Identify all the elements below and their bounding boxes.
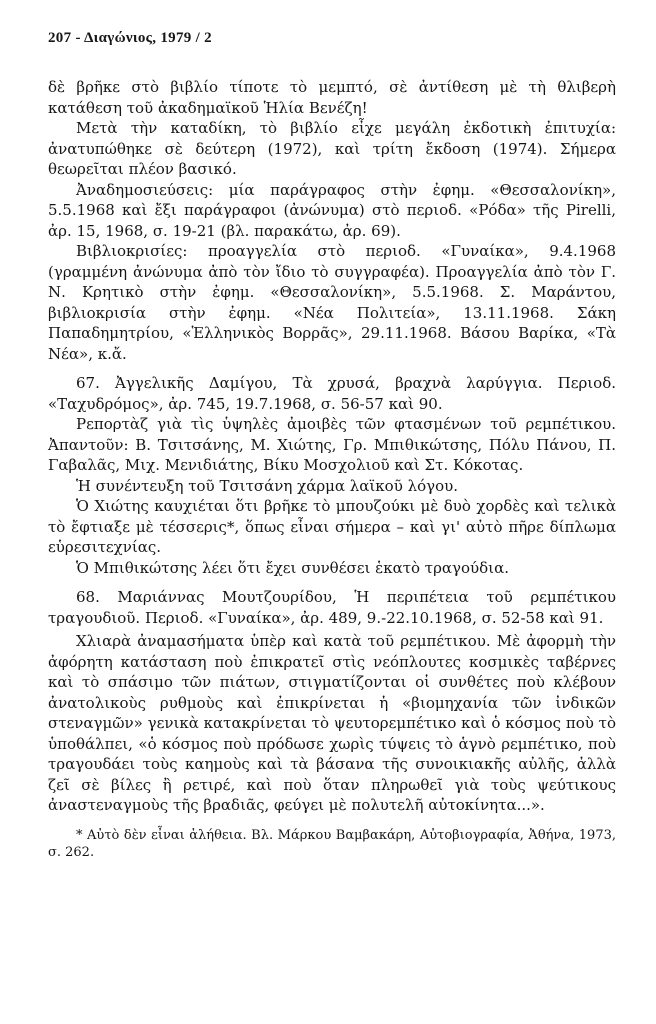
entry-67-tsitsanis-note: Ἡ συνέντευξη τοῦ Τσιτσάνη χάρμα λαϊκοῦ λόγου. bbox=[76, 476, 459, 495]
entry-67-chiotis-note: Ὁ Χιώτης καυχιέται ὅτι βρῆκε τὸ μπουζούκι μὲ δυὸ χορδὲς καὶ τελικὰ τὸ ἔφτιαξε μὲ τέσσερις*, ὅπως εἶναι σήμερα – καὶ γι' αὐτὸ πῆρε δίπλωμα εὑρεσιτεχνίας. bbox=[48, 497, 616, 556]
entry-68-summary: Χλιαρὰ ἀναμασήματα ὑπὲρ καὶ κατὰ τοῦ ρεμπέτικου. Μὲ ἀφορμὴ τὴν ἀφόρητη κατάσταση ποὺ ἐπικρατεῖ στὶς νεόπλουτες κοσμικὲς ταβέρνες καὶ τὸ σπάσιμο τῶν πιάτων, στιγματίζονται οἱ συνθέτες ποὺ κλέβουν ἀνατολικοὺς ρυθμοὺς καὶ ἐπικρίνεται ἡ «βιομηχανία τῶν ἰνδικῶν στεναγμῶν» γενικὰ κατακρίνεται τὸ ψευτορεμπέτικο καὶ ὁ κόσμος ποὺ τὸ ὑποθάλπει, «ὁ κόσμος ποὺ πρόδωσε χωρὶς τύψεις τὸ ἁγνὸ ρεμπέτικο, ποὺ τραγουδάει τοὺς καημοὺς καὶ τὰ βάσανα τῆς συνοικιακῆς αὐλῆς, ἀλλὰ ζεῖ σὲ βίλες ἢ ρετιρέ, καὶ ποὺ ὅταν πληρωθεῖ γιὰ τοὺς ψεύτικους ἀναστεναγμοὺς τῆς βραδιᾶς, φεύγει μὲ πολυτελῆ αὐτοκίνητα...». bbox=[48, 632, 616, 814]
entry-67-summary: Ρεπορτὰζ γιὰ τὶς ὑψηλὲς ἀμοιβὲς τῶν φτασμένων τοῦ ρεμπέτικου. Ἀπαντοῦν: Β. Τσιτσάνης, Μ. Χιώτης, Γρ. Μπιθικώτσης, Πόλυ Πάνου, Π. Γαβαλᾶς, Μιχ. Μενιδιάτης, Βίκυ Μοσχολιοῦ καὶ Στ. Κόκοτας. bbox=[48, 415, 616, 474]
page-header: 207 - Διαγώνιος, 1979 / 2 bbox=[48, 30, 212, 46]
footnote: * Αὐτὸ δὲν εἶναι ἀλήθεια. Βλ. Μάρκου Βαμβακάρη, Αὐτοβιογραφία, Ἀθήνα, 1973, σ. 262. bbox=[48, 827, 616, 860]
paragraph-republications: Ἀναδημοσιεύσεις: μία παράγραφος στὴν ἐφημ. «Θεσσαλονίκη», 5.5.1968 καὶ ἔξι παράγραφοι (ἀνώνυμα) στὸ περιοδ. «Ρόδα» τῆς Pirelli, ἀρ. 15, 1968, σ. 19-21 (βλ. παρακάτω, ἀρ. 69). bbox=[48, 180, 616, 240]
paragraph-continuation: δὲ βρῆκε στὸ βιβλίο τίποτε τὸ μεμπτό, σὲ ἀντίθεση μὲ τὴ θλιβερὴ κατάθεση τοῦ ἀκαδημαϊκοῦ Ἡλία Βενέζη! bbox=[48, 78, 616, 117]
entry-67-bithikotsis-note: Ὁ Μπιθικώτσης λέει ὅτι ἔχει συνθέσει ἑκατὸ τραγούδια. bbox=[76, 558, 509, 577]
paragraph-book-reviews: Βιβλιοκρισίες: προαγγελία στὸ περιοδ. «Γυναίκα», 9.4.1968 (γραμμένη ἀνώνυμα ἀπὸ τὸν ἴδιο τὸ συγγραφέα). Προαγγελία ἀπὸ τὸν Γ. Ν. Κρητικὸ στὴν ἐφημ. «Θεσσαλονίκη», 5.5.1968. Σ. Μαράντου, βιβλιοκρισία στὴν ἐφημ. «Νέα Πολιτεία», 13.11.1968. Σάκη Παπαδημητρίου, «Ἑλληνικὸς Βορρᾶς», 29.11.1968. Βάσου Βαρίκα, «Τὰ Νέα», κ.ἄ. bbox=[48, 242, 616, 363]
entry-68-heading: 68. Μαριάννας Μουτζουρίδου, Ἡ περιπέτεια τοῦ ρεμπέτικου τραγουδιοῦ. Περιοδ. «Γυναίκα», ἀρ. 489, 9.-22.10.1968, σ. 52-58 καὶ 91. bbox=[48, 588, 616, 627]
paragraph-publication-success: Μετὰ τὴν καταδίκη, τὸ βιβλίο εἶχε μεγάλη ἐκδοτικὴ ἐπιτυχία: ἀνατυπώθηκε σὲ δεύτερη (1972), καὶ τρίτη ἔκδοση (1974). Σήμερα θεωρεῖται πλέον βασικό. bbox=[48, 119, 616, 178]
entry-67-heading: 67. Ἀγγελικῆς Δαμίγου, Τὰ χρυσά, βραχνὰ λαρύγγια. Περιοδ. «Ταχυδρόμος», ἀρ. 745, 19.7.1968, σ. 56-57 καὶ 90. bbox=[48, 374, 616, 413]
